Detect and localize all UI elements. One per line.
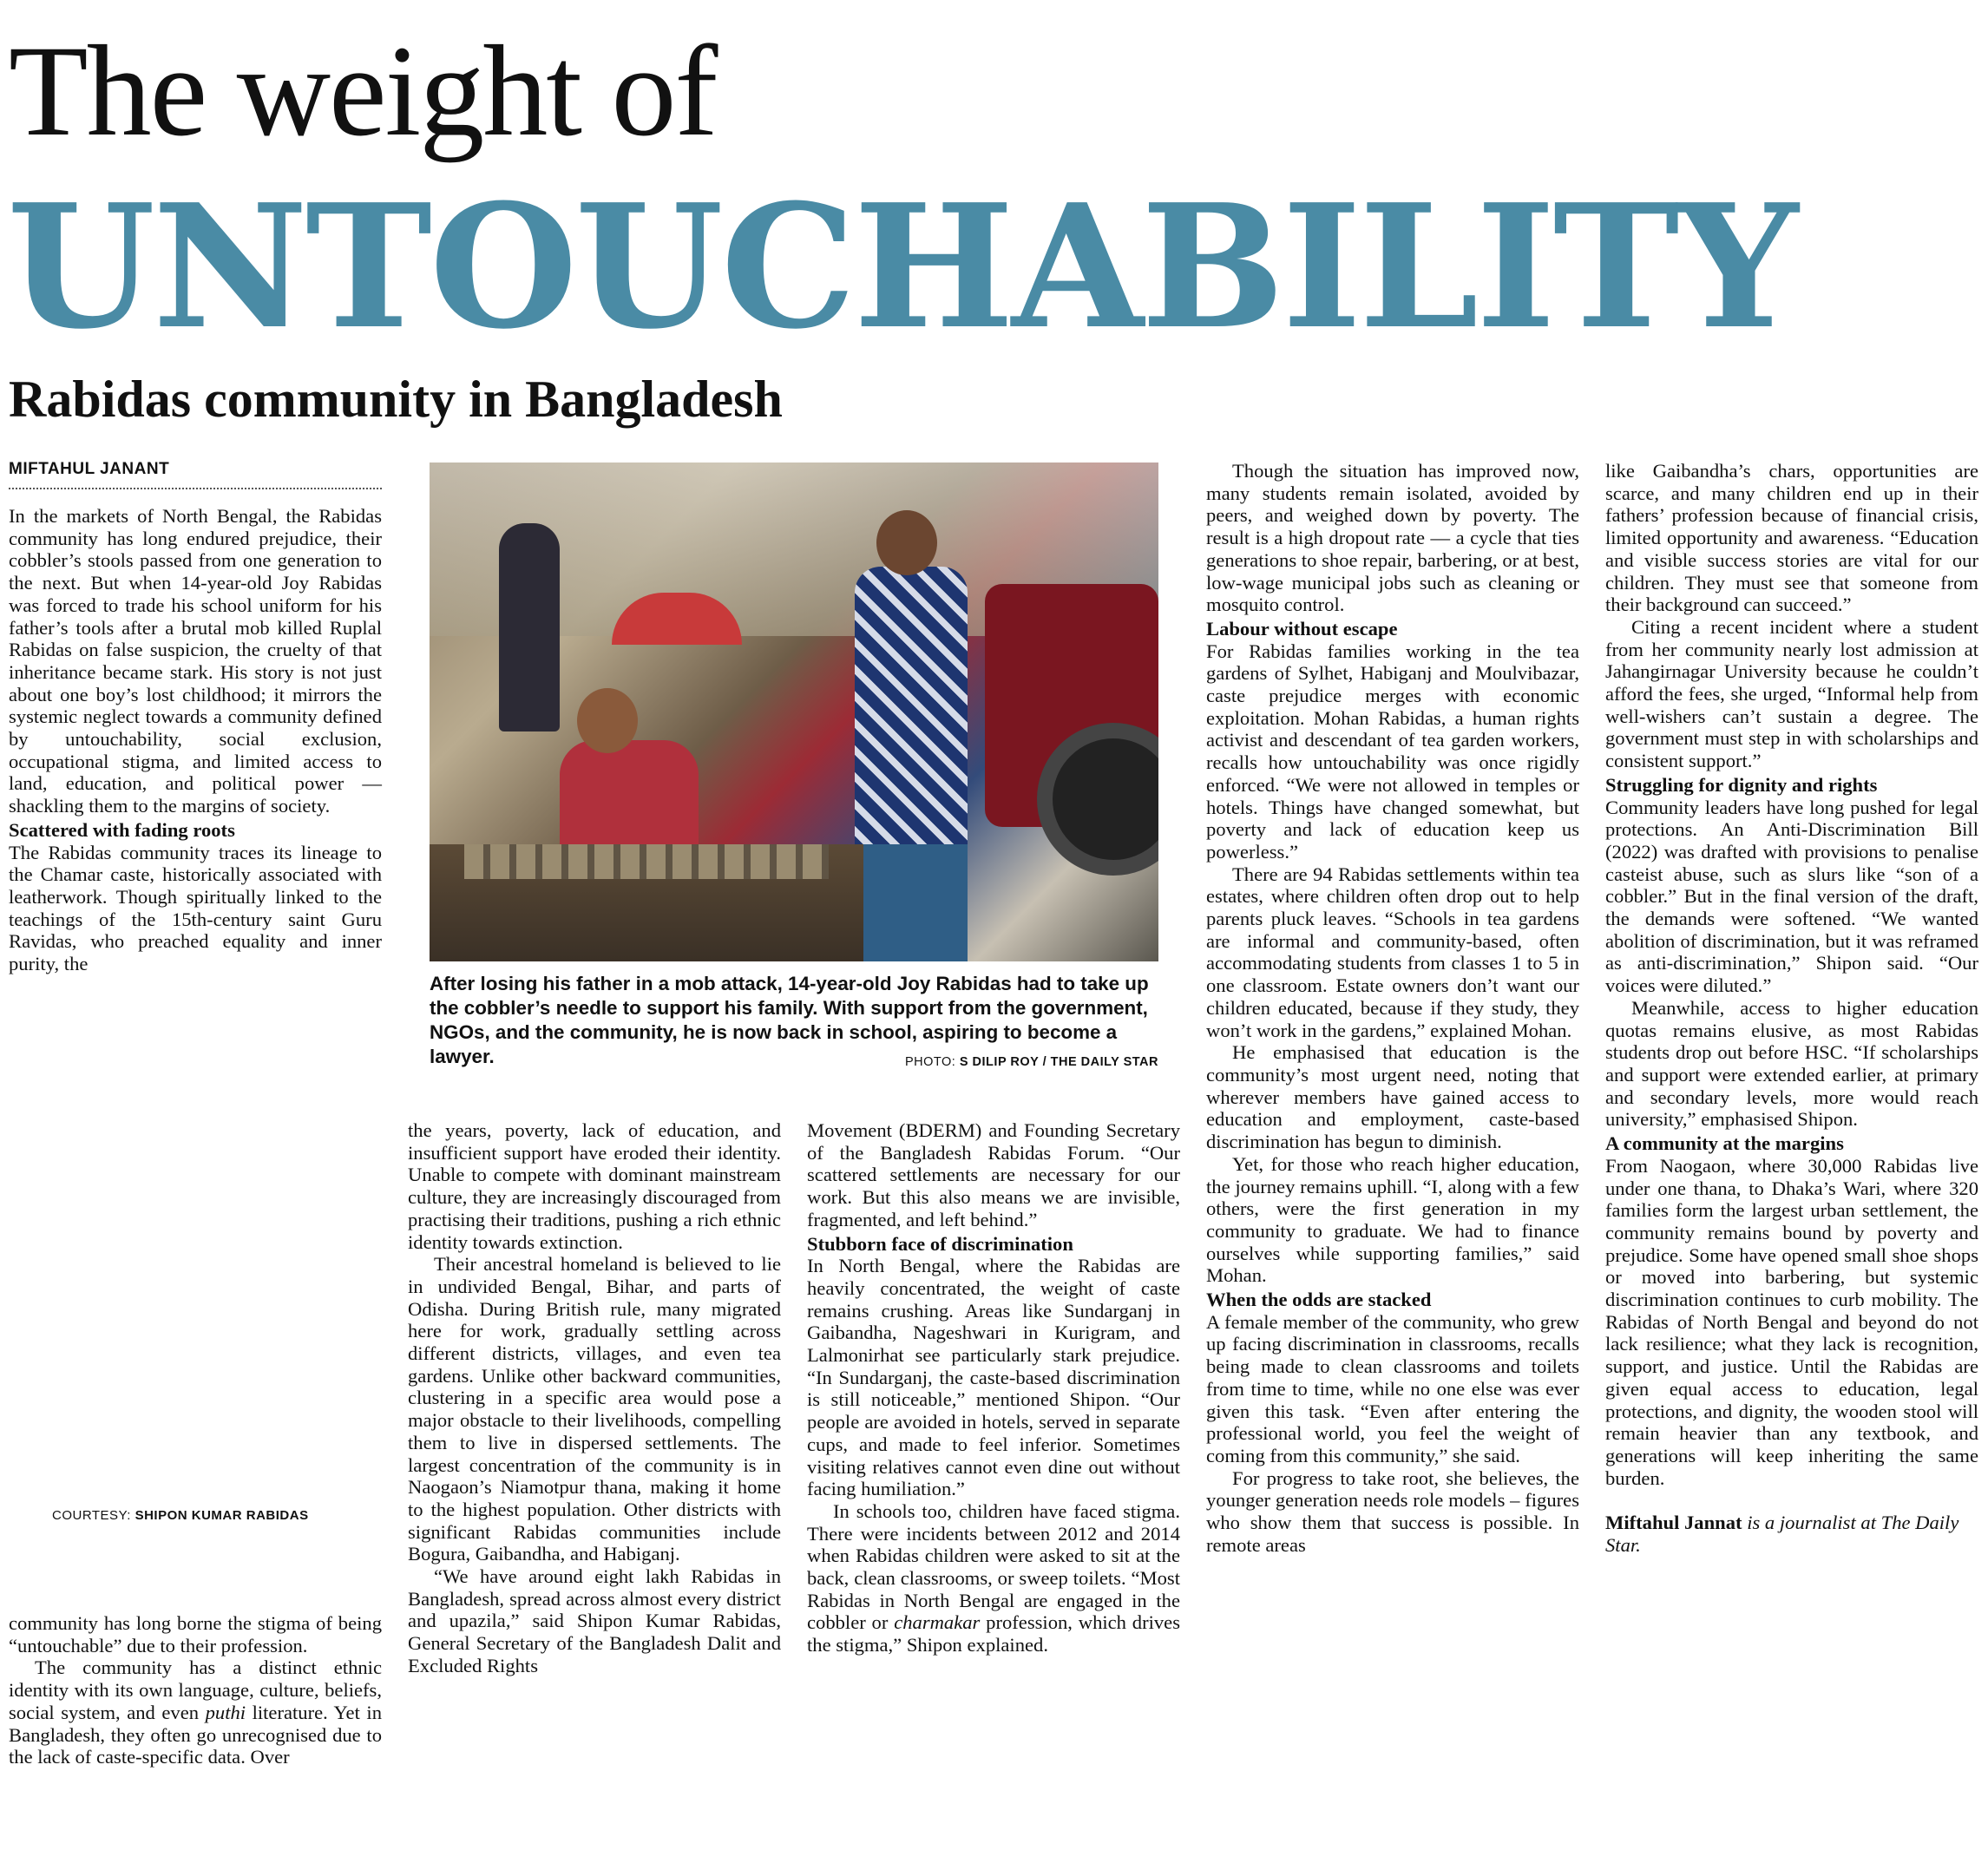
paragraph: The community has a distinct ethnic identity with its own language, culture, beliefs, social system, and even puthi literature. Yet in Bangladesh, they often go unrecognised due to the lack of caste-specific data. Over: [9, 1656, 382, 1768]
paragraph: In schools too, children have faced stigma. There were incidents between 2012 and 2014 when Rabidas children were asked to sit at the back, clean classrooms, or sweep toilets. “Most Rabidas in North Bengal are engaged in the cobbler or charmakar profession, which drives the stigma,” Shipon explained.: [807, 1499, 1180, 1656]
column-1-top: [9, 505, 382, 975]
paragraph: A female member of the community, who grew up facing discrimination in classrooms, recalls being made to clean classrooms and toilets from time to time, while no one else was ever given this task. “Even after entering the professional world, you feel the weight of coming from this community,” she said.: [1206, 1310, 1579, 1466]
paragraph: “We have around eight lakh Rabidas in Bangladesh, spread across almost every district and upazila,” said Shipon Kumar Rabidas, General Secretary of the Bangladesh Dalit and Excluded Rights: [408, 1565, 781, 1676]
paragraph: Movement (BDERM) and Founding Secretary of the Bangladesh Rabidas Forum. “Our scattered settlements are necessary for our work. But this also means we are invisible, fragmented, and left behind.”: [807, 1119, 1180, 1230]
column-1-bottom: [9, 1612, 382, 1768]
paragraph: In the markets of North Bengal, the Rabidas community has long endured prejudice, their cobbler’s stools passed from one generation to the next. But when 14-year-old Joy Rabidas was forced to trade his school uniform for his father’s tools after a brutal mob killed Ruplal Rabidas on false suspicion, the cruelty of that inheritance became stark. His story is not just about one boy’s lost childhood; it mirrors the systemic neglect towards a community defined by untouchability, social exclusion, occupational stigma, and limited access to land, education, and political power — shackling them to the margins of society.: [9, 505, 382, 817]
paragraph: For progress to take root, she believes, the younger generation needs role models – figures who show them that success is possible. In remote areas: [1206, 1466, 1579, 1556]
paragraph: In North Bengal, where the Rabidas are heavily concentrated, the weight of caste remains crushing. Areas like Sundarganj in Gaibandha, Nageshwari in Kurigram, and Lalmonirhat see particularly stark prejudice. “In Sundarganj, the caste-based discrimination is still noticeable,” mentioned Shipon. “Our people are avoided in hotels, served in separate cups, and made to feel inferior. Sometimes visiting relatives cannot even dine out without facing humiliation.”: [807, 1255, 1180, 1500]
paragraph: like Gaibandha’s chars, opportunities are scarce, and many children end up in their fathers’ profession because of financial crisis, limited opportunity and awareness. “Education and visible success stories are vital for our children. They must see that someone from their background can succeed.”: [1605, 460, 1978, 616]
subtitle: Rabidas community in Bangladesh: [9, 371, 783, 428]
section-heading: Scattered with fading roots: [9, 818, 235, 841]
column-3: [807, 1119, 1180, 1656]
paragraph: community has long borne the stigma of being “untouchable” due to their profession.: [9, 1612, 382, 1656]
photo-credit: PHOTO: S DILIP ROY / THE DAILY STAR: [905, 1055, 1158, 1069]
paragraph: Yet, for those who reach higher education, the journey remains uphill. “I, along with a few others, were the first generation in my community to graduate. We had to finance ourselves while supporting families,” said Mohan.: [1206, 1152, 1579, 1287]
headline-line-2: UNTOUCHABILITY: [7, 167, 1796, 367]
column-4: [1206, 460, 1579, 1556]
paragraph: Citing a recent incident where a student from her community nearly lost admission at Jahangirnagar University because he couldn’t afford the fees, she urged, “Informal help from well-wishers can’t sustain a degree. The government must step in with scholarships and consistent support.”: [1605, 615, 1978, 772]
headline-line-1: The weight of: [9, 19, 717, 163]
paragraph: There are 94 Rabidas settlements within tea estates, where children often drop out to help parents pluck leaves. “Schools in tea gardens are informal and community-based, often accommodating students from classes 1 to 5 in one classroom. Estate owners don’t want our children educated, because if they study, they won’t work in the gardens,” explained Mohan.: [1206, 863, 1579, 1041]
paragraph: He emphasised that education is the community’s most urgent need, noting that wherever members have gained access to education and employment, caste-based discrimination has begun to diminish.: [1206, 1041, 1579, 1153]
paragraph: Meanwhile, access to higher education quotas remains elusive, as most Rabidas students drop out before HSC. “If scholarships and support were extended earlier, at primary and secondary levels, more would reach university,” emphasised Shipon.: [1605, 996, 1978, 1131]
courtesy-credit: [52, 1508, 309, 1523]
column-5: [1605, 460, 1978, 1557]
paragraph: From Naogaon, where 30,000 Rabidas live under one thana, to Dhaka’s Wari, where 320 families form the largest urban settlement, the community remains bound by poverty and prejudice. Some have opened small shoe shops or moved into barbering, but systemic discrimination continues to curb mobility. The Rabidas of North Bengal and beyond do not lack resilience; what they lack is recognition, support, and justice. Until the Rabidas are given equal access to education, legal protections, and dignity, the wooden stool will remain heavier than any textbook, and generations will keep inheriting the same burden.: [1605, 1154, 1978, 1489]
cobbler-photo: [430, 462, 1158, 961]
courtesy-label: COURTESY:: [52, 1508, 131, 1523]
courtesy-name: SHIPON KUMAR RABIDAS: [135, 1508, 309, 1523]
section-heading: Labour without escape: [1206, 617, 1398, 640]
caption-text: After losing his father in a mob attack, 14-year-old Joy Rabidas had to take up the cobbler’s needle to support his family. With support from the government, NGOs, and the community, he is now back in school, aspiring to become a lawyer.: [430, 973, 1149, 1067]
section-heading: When the odds are stacked: [1206, 1289, 1432, 1311]
section-heading: A community at the margins: [1605, 1132, 1844, 1155]
paragraph: Though the situation has improved now, many students remain isolated, avoided by peers, and weighed down by poverty. The result is a high dropout rate — a cycle that ties generations to shoe repair, barbering, or at best, low-wage municipal jobs such as cleaning or mosquito control.: [1206, 460, 1579, 616]
photo-caption: [430, 972, 1158, 1074]
paragraph: the years, poverty, lack of education, and insufficient support have eroded their identity. Unable to compete with dominant mainstream culture, they are increasingly discouraged from practising their traditions, pushing a rich ethnic identity towards extinction.: [408, 1119, 781, 1253]
author-signature: Miftahul Jannat is a journalist at The Daily Star.: [1605, 1512, 1959, 1557]
paragraph: Their ancestral homeland is believed to lie in undivided Bengal, Bihar, and parts of Odisha. During British rule, many migrated here for work, gradually settling across different districts, villages, and even tea gardens. Unlike other backward communities, clustering in a specific area would pose a major obstacle to their livelihoods, compelling them to live in dispersed settlements. The largest concentration of the community is in Naogaon’s Niamotpur thana, making it home to the highest population. Other districts with significant Rabidas communities include Bogura, Gaibandha, and Habiganj.: [408, 1253, 781, 1565]
paragraph: Community leaders have long pushed for legal protections. An Anti-Discrimination Bill (2022) was drafted with provisions to penalise casteist abuse, such as slurs like “son of a cobbler.” But in the final version of the draft, the demands were softened. “We wanted abolition of discrimination, but it was reframed as anti-discrimination,” Shipon said. “Our voices were diluted.”: [1605, 796, 1978, 997]
byline: MIFTAHUL JANANT: [9, 460, 382, 489]
section-heading: Stubborn face of discrimination: [807, 1232, 1073, 1255]
section-heading: Struggling for dignity and rights: [1605, 773, 1878, 796]
paragraph: For Rabidas families working in the tea gardens of Sylhet, Habiganj and Moulvibazar, caste prejudice merges with economic exploitation. Mohan Rabidas, a human rights activist and descendant of tea garden workers, recalls how untouchability was once rigidly enforced. “We were not allowed in temples or hotels. Things have changed somewhat, but poverty and lack of education keep us powerless.”: [1206, 640, 1579, 863]
column-2: [408, 1119, 781, 1677]
paragraph: The Rabidas community traces its lineage to the Chamar caste, historically associated with leatherwork. Though spiritually linked to the teachings of the 15th-century saint Guru Ravidas, who preached equality and inner purity, the: [9, 841, 382, 975]
